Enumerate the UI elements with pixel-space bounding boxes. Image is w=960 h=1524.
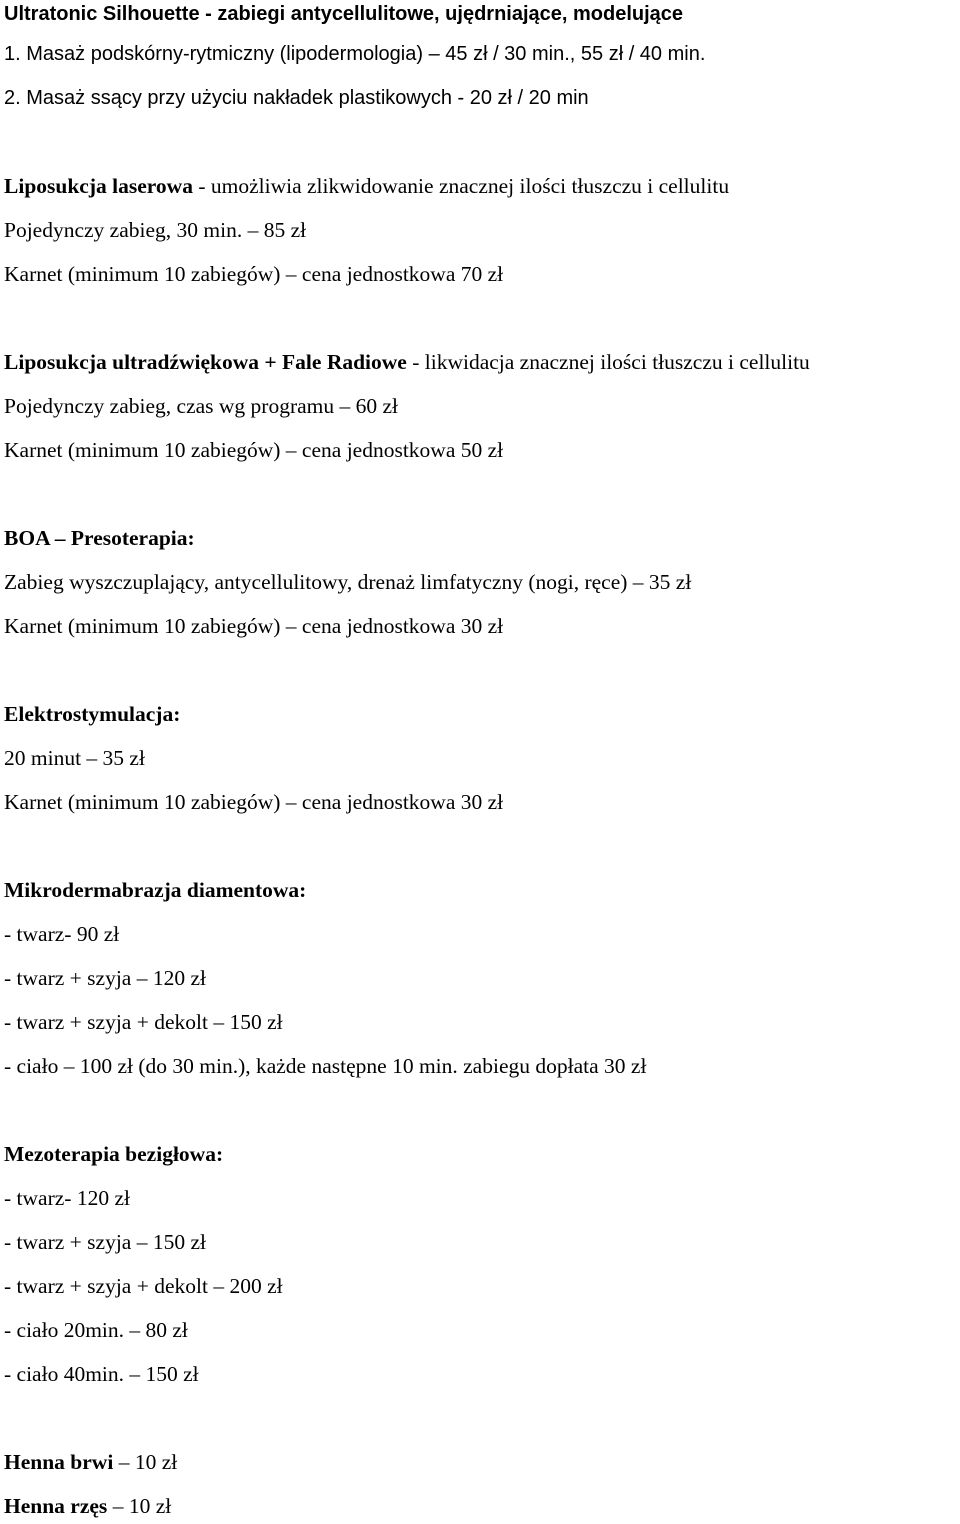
liposukcja-ultra-pass: Karnet (minimum 10 zabiegów) – cena jednostkowa 50 zł bbox=[4, 438, 504, 462]
liposukcja-ultra-name: Liposukcja ultradźwiękowa + Fale Radiowe bbox=[4, 350, 407, 374]
henna-brwi bbox=[4, 1448, 177, 1476]
mezo-heading-text: Mezoterapia bezigłowa: bbox=[4, 1142, 224, 1166]
henna-brwi-name: Henna brwi bbox=[4, 1450, 114, 1474]
mezo-item-4: - ciało 20min. – 80 zł bbox=[4, 1318, 188, 1342]
elektro-pass: Karnet (minimum 10 zabiegów) – cena jednostkowa 30 zł bbox=[4, 790, 504, 814]
mezo-item-2: - twarz + szyja – 150 zł bbox=[4, 1230, 206, 1254]
mikro-item-4: - ciało – 100 zł (do 30 min.), każde następne 10 min. zabiegu dopłata 30 zł bbox=[4, 1054, 647, 1078]
liposukcja-laserowa-desc: - umożliwia zlikwidowanie znacznej ilości tłuszczu i cellulitu bbox=[192, 174, 730, 198]
mezo-item-1: - twarz- 120 zł bbox=[4, 1186, 130, 1210]
liposukcja-ultra-heading bbox=[4, 348, 810, 376]
ultratonic-item-1: 1. Masaż podskórny-rytmiczny (lipodermologia) – 45 zł / 30 min., 55 zł / 40 min. bbox=[4, 43, 706, 65]
elektro-heading bbox=[4, 700, 180, 728]
henna-rzes-price: – 10 zł bbox=[107, 1494, 172, 1518]
liposukcja-laserowa-pass: Karnet (minimum 10 zabiegów) – cena jednostkowa 70 zł bbox=[4, 262, 504, 286]
mikro-heading-text: Mikrodermabrazja diamentowa: bbox=[4, 878, 307, 902]
liposukcja-ultra-single: Pojedynczy zabieg, czas wg programu – 60 zł bbox=[4, 394, 399, 418]
liposukcja-ultra-desc: - likwidacja znacznej ilości tłuszczu i cellulitu bbox=[406, 350, 810, 374]
ultratonic-title: Ultratonic Silhouette - zabiegi antycellulitowe, ujędrniające, modelujące bbox=[4, 3, 684, 25]
liposukcja-laserowa-heading bbox=[4, 172, 729, 200]
henna-rzes bbox=[4, 1492, 171, 1520]
elektro-heading-text: Elektrostymulacja: bbox=[4, 702, 181, 726]
liposukcja-laserowa-name: Liposukcja laserowa bbox=[4, 174, 193, 198]
ultratonic-item-2: 2. Masaż ssący przy użyciu nakładek plastikowych - 20 zł / 20 min bbox=[4, 87, 589, 109]
henna-rzes-name: Henna rzęs bbox=[4, 1494, 108, 1518]
mezo-heading bbox=[4, 1140, 223, 1168]
mikro-item-2: - twarz + szyja – 120 zł bbox=[4, 966, 206, 990]
henna-brwi-price: – 10 zł bbox=[113, 1450, 178, 1474]
ultratonic-heading bbox=[4, 0, 683, 28]
mikro-item-3: - twarz + szyja + dekolt – 150 zł bbox=[4, 1010, 283, 1034]
mezo-item-3: - twarz + szyja + dekolt – 200 zł bbox=[4, 1274, 283, 1298]
boa-pass: Karnet (minimum 10 zabiegów) – cena jednostkowa 30 zł bbox=[4, 614, 504, 638]
liposukcja-laserowa-single: Pojedynczy zabieg, 30 min. – 85 zł bbox=[4, 218, 307, 242]
boa-single: Zabieg wyszczuplający, antycellulitowy, drenaż limfatyczny (nogi, ręce) – 35 zł bbox=[4, 570, 692, 594]
boa-heading bbox=[4, 524, 195, 552]
mikro-item-1: - twarz- 90 zł bbox=[4, 922, 120, 946]
mikro-heading bbox=[4, 876, 306, 904]
mezo-item-5: - ciało 40min. – 150 zł bbox=[4, 1362, 199, 1386]
boa-heading-text: BOA – Presoterapia: bbox=[4, 526, 195, 550]
elektro-single: 20 minut – 35 zł bbox=[4, 746, 145, 770]
